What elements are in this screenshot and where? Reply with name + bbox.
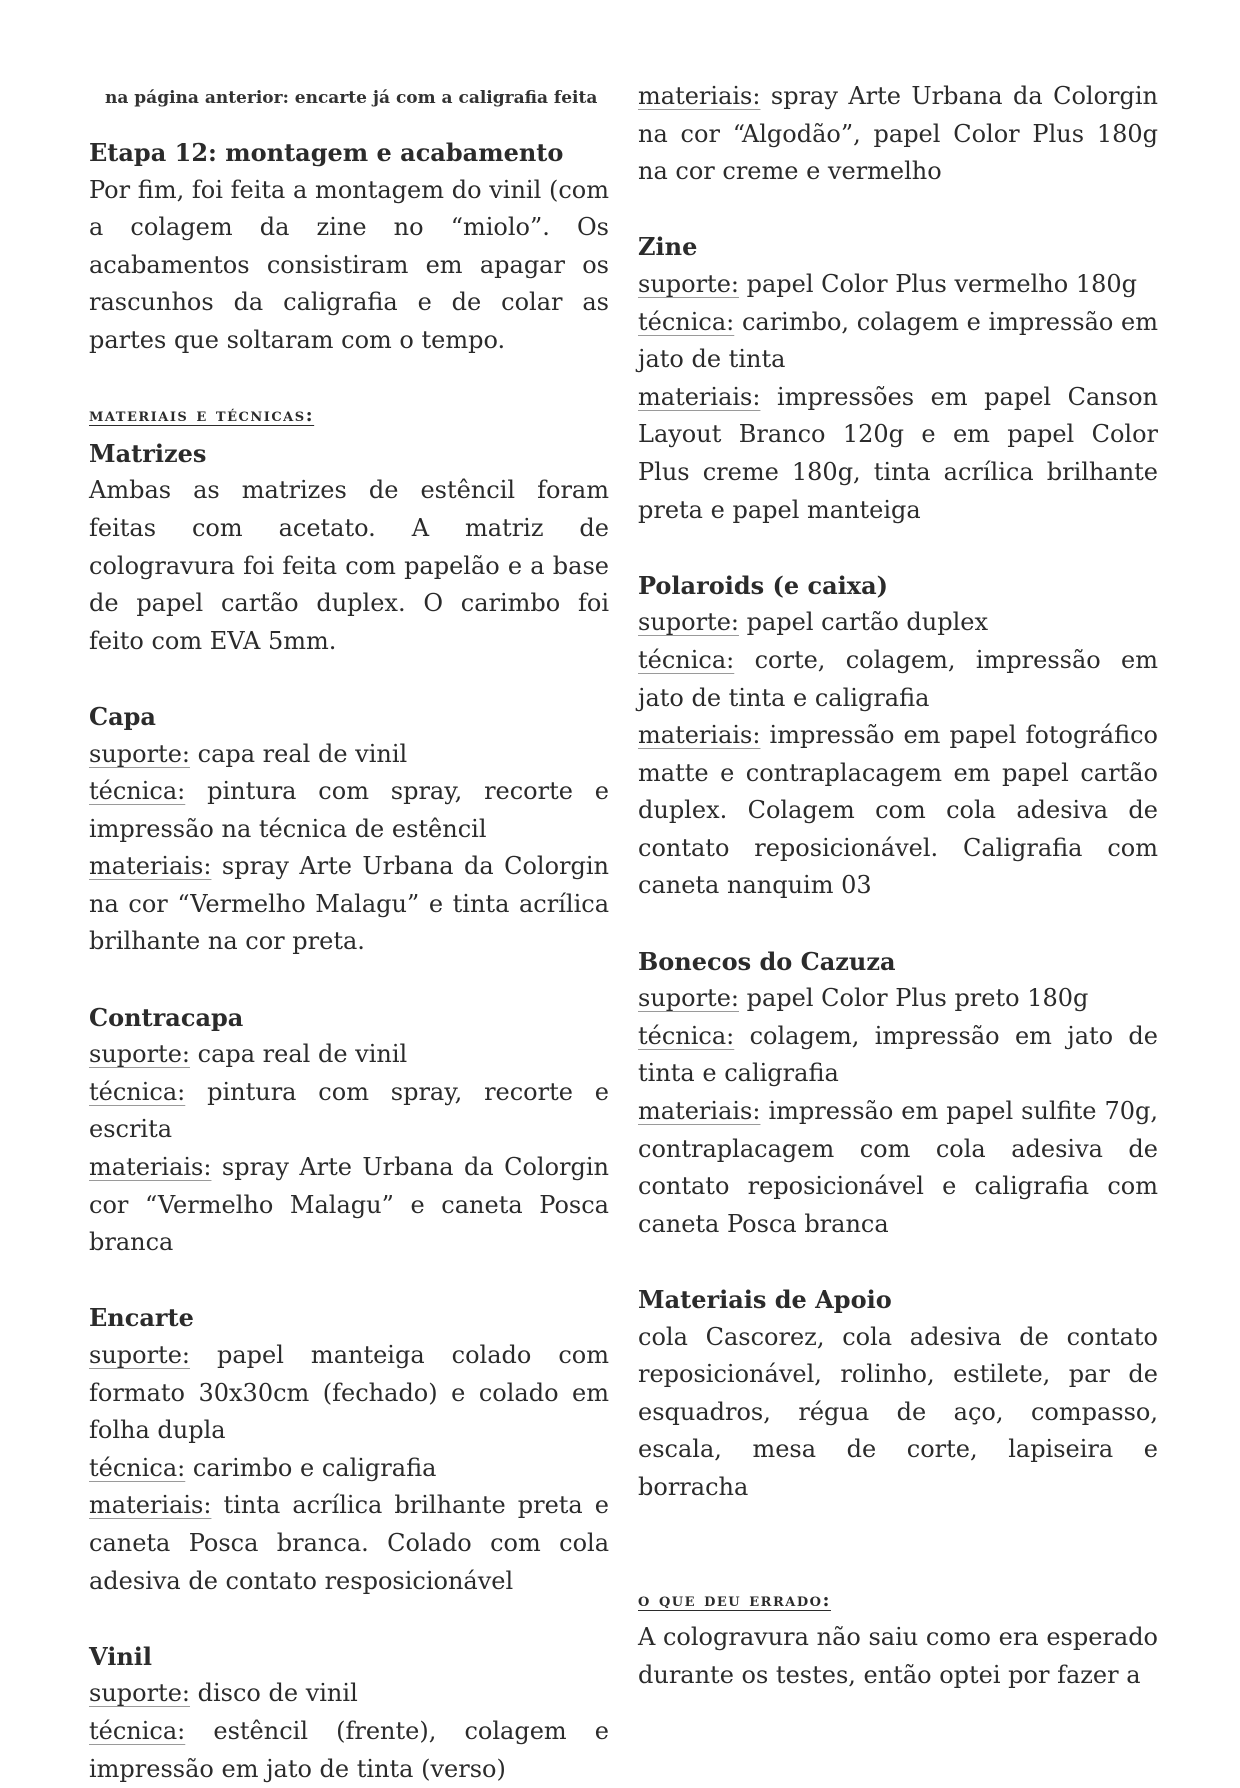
tecnica-label: técnica: <box>638 307 735 336</box>
zine-tecnica: técnica: carimbo, colagem e impressão em jato de tinta <box>638 307 1158 374</box>
materiais-label: materiais: <box>89 1153 212 1182</box>
zine-suporte: suporte: papel Color Plus vermelho 180g <box>638 269 1138 298</box>
capa-section <box>89 698 609 961</box>
suporte-label: suporte: <box>89 1341 190 1369</box>
tecnica-label: técnica: <box>638 645 735 674</box>
contracapa-materiais: materiais: spray Arte Urbana da Colorgin cor “Vermelho Malagu” e caneta Posca branca <box>89 1153 609 1257</box>
left-column <box>89 78 609 1788</box>
vinil-suporte: suporte: disco de vinil <box>89 1679 358 1708</box>
contracapa-section <box>89 999 609 1262</box>
bonecos-title: Bonecos do Cazuza <box>638 946 896 976</box>
encarte-title: Encarte <box>89 1303 194 1333</box>
materiais-label: materiais: <box>638 382 761 411</box>
materiais-label: materiais: <box>89 852 212 881</box>
right-column <box>638 78 1158 1695</box>
capa-tecnica: técnica: pintura com spray, recorte e impressão na técnica de estêncil <box>89 777 609 843</box>
tecnica-label: técnica: <box>89 1453 186 1482</box>
bonecos-section <box>638 943 1158 1244</box>
polaroids-suporte: suporte: papel cartão duplex <box>638 608 989 637</box>
suporte-label: suporte: <box>638 984 739 1013</box>
encarte-suporte: suporte: papel manteiga colado com formato 30x30cm (fechado) e colado em folha dupla <box>89 1341 609 1445</box>
tecnica-label: técnica: <box>89 1077 186 1106</box>
tecnica-label: técnica: <box>89 777 186 806</box>
tecnica-label: técnica: <box>89 1716 186 1745</box>
vinil-materiais: materiais: spray Arte Urbana da Colorgin na cor “Algodão”, papel Color Plus 180g na cor creme e vermelho <box>638 82 1158 186</box>
materiais-tecnicas-header: materiais e técnicas: <box>89 404 315 427</box>
apoio-title: Materiais de Apoio <box>638 1285 892 1314</box>
contracapa-title: Contracapa <box>89 1002 244 1032</box>
bonecos-materiais: materiais: impressão em papel sulfite 70g, contraplacagem com cola adesiva de contato reposicionável e caligrafia com caneta Posca branca <box>638 1097 1158 1238</box>
materiais-label: materiais: <box>638 82 761 110</box>
matrizes-section <box>89 435 609 661</box>
polaroids-section <box>638 567 1158 905</box>
image-caption: na página anterior: encarte já com a caligrafia feita <box>105 88 598 108</box>
suporte-label: suporte: <box>89 1040 190 1069</box>
suporte-label: suporte: <box>638 269 739 298</box>
errado-section <box>638 1582 1158 1695</box>
vinil-section <box>89 1638 609 1788</box>
materiais-label: materiais: <box>638 721 761 750</box>
materiais-label: materiais: <box>89 1491 212 1520</box>
errado-body: A cologravura não saiu como era esperado durante os testes, então optei por fazer a <box>638 1623 1158 1689</box>
zine-section <box>638 228 1158 529</box>
bonecos-tecnica: técnica: colagem, impressão em jato de tinta e caligrafia <box>638 1021 1158 1088</box>
tecnica-label: técnica: <box>638 1021 735 1050</box>
etapa-12-body: Por fim, foi feita a montagem do vinil (com a colagem da zine no “miolo”. Os acabamentos consistiram em apagar os rascunhos da caligrafia e de colar as partes que soltaram com o tempo. <box>89 175 609 354</box>
apoio-section <box>638 1281 1158 1507</box>
suporte-label: suporte: <box>638 608 739 637</box>
contracapa-tecnica: técnica: pintura com spray, recorte e escrita <box>89 1077 609 1144</box>
capa-title: Capa <box>89 701 156 731</box>
suporte-label: suporte: <box>89 1679 190 1708</box>
encarte-tecnica: técnica: carimbo e caligrafia <box>89 1453 437 1482</box>
etapa-12-section <box>89 134 609 360</box>
polaroids-tecnica: técnica: corte, colagem, impressão em jato de tinta e caligrafia <box>638 645 1158 712</box>
contracapa-suporte: suporte: capa real de vinil <box>89 1040 408 1069</box>
vinil-tecnica: técnica: estêncil (frente), colagem e impressão em jato de tinta (verso) <box>89 1716 609 1783</box>
materiais-label: materiais: <box>638 1097 761 1126</box>
polaroids-materiais: materiais: impressão em papel fotográfico matte e contraplacagem em papel cartão duplex. Colagem com cola adesiva de contato reposicionável. Caligrafia com caneta nanquim 03 <box>638 721 1158 900</box>
zine-title: Zine <box>638 232 698 262</box>
capa-suporte: suporte: capa real de vinil <box>89 739 408 768</box>
matrizes-title: Matrizes <box>89 438 207 468</box>
etapa-12-title: Etapa 12: montagem e acabamento <box>89 138 564 167</box>
bonecos-suporte: suporte: papel Color Plus preto 180g <box>638 984 1089 1013</box>
matrizes-body: Ambas as matrizes de estêncil foram feitas com acetato. A matriz de cologravura foi feita com papelão e a base de papel cartão duplex. O carimbo foi feito com EVA 5mm. <box>89 476 609 655</box>
zine-materiais: materiais: impressões em papel Canson Layout Branco 120g e em papel Color Plus creme 180g, tinta acrílica brilhante preta e papel manteiga <box>638 382 1158 524</box>
suporte-label: suporte: <box>89 739 190 768</box>
errado-header: o que deu errado: <box>638 1588 831 1611</box>
vinil-title: Vinil <box>89 1641 152 1671</box>
capa-materiais: materiais: spray Arte Urbana da Colorgin na cor “Vermelho Malagu” e tinta acrílica brilhante na cor preta. <box>89 852 609 956</box>
apoio-body: cola Cascorez, cola adesiva de contato reposicionável, rolinho, estilete, par de esquadros, régua de aço, compasso, escala, mesa de corte, lapiseira e borracha <box>638 1322 1158 1501</box>
polaroids-title: Polaroids (e caixa) <box>638 570 888 600</box>
encarte-section <box>89 1299 609 1600</box>
encarte-materiais: materiais: tinta acrílica brilhante preta e caneta Posca branca. Colado com cola adesiva de contato resposicionável <box>89 1491 609 1595</box>
